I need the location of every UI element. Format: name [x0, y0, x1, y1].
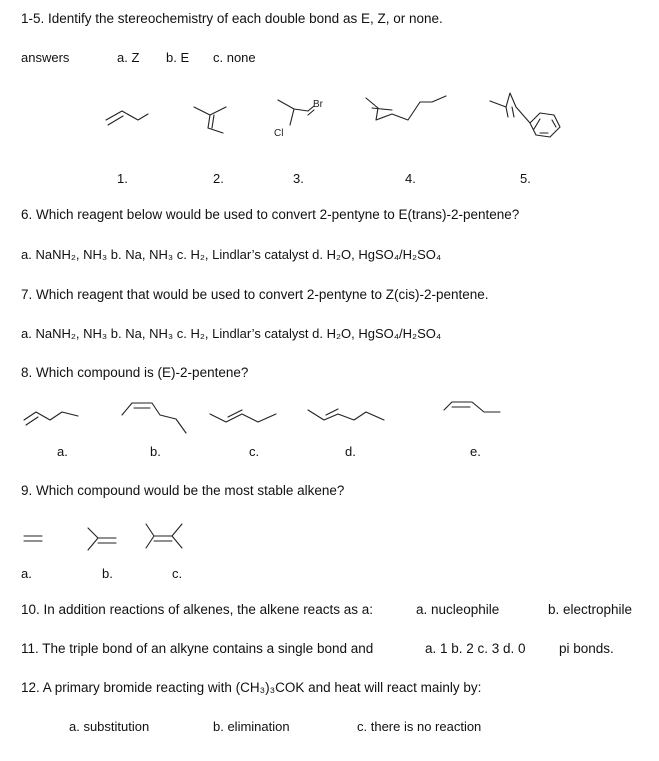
- q8-structure-c: [206, 400, 286, 430]
- question-10-option-b: b. electrophile: [548, 602, 633, 617]
- question-12-prompt: 12. A primary bromide reacting with (CH₃)₃COK and heat will react mainly by:: [21, 680, 482, 695]
- answers-label: answers: [21, 50, 70, 65]
- q9-structure-b: [82, 522, 122, 558]
- q9-structure-c: [140, 518, 190, 558]
- q8-label-c: c.: [249, 444, 260, 459]
- q8-structure-e: [440, 396, 510, 426]
- question-1-5-prompt: 1-5. Identify the stereochemistry of each double bond as E, Z, or none.: [21, 11, 443, 26]
- q9-label-b: b.: [102, 566, 113, 581]
- structure-2: [190, 95, 240, 140]
- q8-structure-a: [20, 400, 110, 430]
- structure-label-4: 4.: [405, 171, 416, 186]
- q8-label-a: a.: [57, 444, 68, 459]
- question-11-options: a. 1 b. 2 c. 3 d. 0: [425, 641, 526, 656]
- structure-label-5: 5.: [520, 171, 531, 186]
- question-12-option-b: b. elimination: [213, 719, 290, 734]
- structure-3: [268, 95, 328, 143]
- question-11-prompt: 11. The triple bond of an alkyne contains a single bond and: [21, 641, 374, 656]
- question-7-options: a. NaNH₂, NH₃ b. Na, NH₃ c. H₂, Lindlar’s catalyst d. H₂O, HgSO₄/H₂SO₄: [21, 326, 442, 341]
- q8-label-d: d.: [345, 444, 356, 459]
- q9-structure-a: [20, 530, 50, 550]
- answer-option-c: c. none: [213, 50, 256, 65]
- q8-label-e: e.: [470, 444, 481, 459]
- q9-label-a: a.: [21, 566, 32, 581]
- question-9-prompt: 9. Which compound would be the most stable alkene?: [21, 483, 345, 498]
- q8-label-b: b.: [150, 444, 161, 459]
- structure-label-3: 3.: [293, 171, 304, 186]
- structure-4: [362, 90, 452, 135]
- answer-option-a: a. Z: [117, 50, 140, 65]
- structure-label-1: 1.: [117, 171, 128, 186]
- q8-structure-b: [116, 395, 196, 440]
- structure-1: [100, 100, 150, 130]
- q8-structure-d: [304, 400, 394, 430]
- question-10-prompt: 10. In addition reactions of alkenes, the alkene reacts as a:: [21, 602, 373, 617]
- question-6-prompt: 6. Which reagent below would be used to convert 2-pentyne to E(trans)-2-pentene?: [21, 207, 520, 222]
- question-7-prompt: 7. Which reagent that would be used to convert 2-pentyne to Z(cis)-2-pentene.: [21, 287, 489, 302]
- q9-label-c: c.: [172, 566, 183, 581]
- bromine-label: Br: [313, 99, 323, 110]
- question-8-prompt: 8. Which compound is (E)-2-pentene?: [21, 365, 249, 380]
- question-10-option-a: a. nucleophile: [416, 602, 500, 617]
- question-6-options: a. NaNH₂, NH₃ b. Na, NH₃ c. H₂, Lindlar’s catalyst d. H₂O, HgSO₄/H₂SO₄: [21, 247, 442, 262]
- question-11-suffix: pi bonds.: [559, 641, 614, 656]
- chlorine-label: Cl: [274, 128, 284, 139]
- question-12-option-c: c. there is no reaction: [357, 719, 482, 734]
- answer-option-b: b. E: [166, 50, 190, 65]
- question-12-option-a: a. substitution: [69, 719, 150, 734]
- structure-label-2: 2.: [213, 171, 224, 186]
- structure-5: [482, 85, 564, 145]
